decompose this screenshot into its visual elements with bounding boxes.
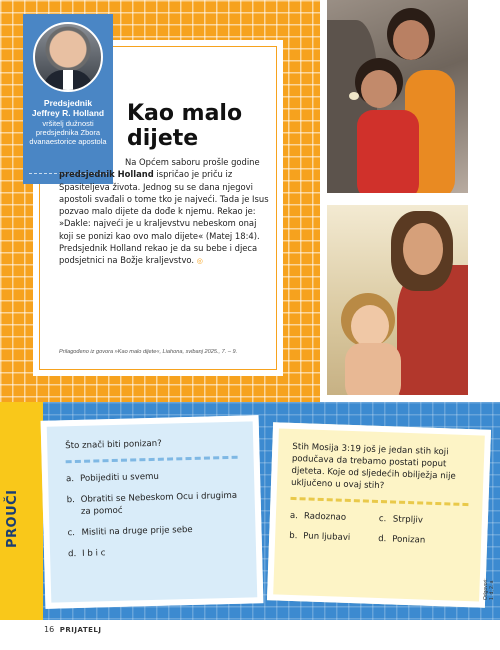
quiz1-option[interactable] [68, 544, 240, 560]
article-title: Kao malo dijete [127, 101, 243, 151]
portrait-shirt [63, 70, 73, 90]
option-text: Obratiti se Nebeskom Ocu i drugima za pomoć [80, 490, 238, 517]
option-text: Ponizan [391, 534, 426, 546]
jesus-face [403, 223, 443, 275]
section-tab-label: PROUČI [5, 489, 20, 548]
quiz2-question: Stih Mosija 3:19 još je jedan stih koji podučava da trebamo postati poput djeteta. Koje od sljedećih obilježja nije uključeno u ovaj stih? [290, 441, 456, 492]
author-name: Predsjednik Jeffrey R. Holland [31, 98, 105, 118]
quiz2-option[interactable] [290, 510, 379, 525]
magazine-name: PRIJATELJ [59, 626, 102, 634]
option-letter: c. [378, 514, 387, 525]
option-letter: c. [67, 528, 76, 539]
body-part1: Na Općem saboru prošle godine [125, 157, 260, 167]
bubble-wand [349, 92, 359, 100]
option-text: Radoznao [303, 511, 347, 523]
option-text: Misliti na druge prije sebe [81, 524, 193, 538]
option-letter: b. [289, 530, 298, 542]
option-text: Pun ljubavi [303, 531, 351, 544]
child-shirt-front [357, 110, 419, 193]
option-letter: b. [66, 495, 75, 506]
option-letter: d. [67, 548, 77, 560]
quiz1-option[interactable] [67, 490, 240, 518]
article-body [59, 156, 273, 268]
quiz1-divider [66, 456, 238, 464]
page-footer [44, 625, 101, 634]
option-text: Pobijediti u svemu [79, 471, 160, 484]
quiz1-option[interactable] [67, 523, 239, 539]
author-portrait [33, 22, 103, 92]
child-face [351, 305, 389, 347]
child-face-front [361, 70, 397, 108]
option-text: I b i c [81, 548, 106, 559]
quiz1-question: Što znači biti ponizan? [65, 438, 162, 452]
quiz2-options [289, 510, 468, 548]
author-role: vršitelj dužnosti predsjednika Zbora dvanaestorice apostola [29, 119, 107, 146]
option-letter: a. [289, 510, 299, 522]
option-text: Strpljiv [392, 514, 424, 526]
option-letter: d. [377, 533, 387, 545]
article-credit: Prilagođeno iz govora »Kao malo dijete«, Liahona, svibanj 2025., 7. – 9. [59, 349, 238, 355]
quiz2-option[interactable] [378, 533, 467, 548]
page-number: 16 [44, 625, 55, 634]
jesus-child-painting [327, 205, 468, 395]
quiz-card-1 [41, 415, 264, 609]
quiz2-option[interactable] [289, 530, 378, 545]
answer-key: Odgovori: 1. d; 2. a [483, 578, 495, 600]
body-part2: ispričao je priču iz Spasiteljeva života. Jednog su se dana njegovi apostoli svađali o tome tko je najveći. Tada je Isus pozvao malo dijete da dođe k njemu. Rekao je: »Dakle: najveći je u kraljevstvu nebeskom onaj koji se ponizi kao ovo malo dijete« (Matej 18:4). Predsjednik Holland rekao je da su bebe i djeca podsjetnici na Božje kraljevstvo. [59, 169, 269, 266]
quiz2-divider [290, 497, 468, 506]
girl-face-back [393, 20, 429, 60]
body-bold: predsjednik Holland [59, 169, 154, 180]
end-mark-icon: ◎ [196, 257, 203, 266]
option-letter: a. [65, 474, 75, 485]
quiz2-option[interactable] [379, 513, 468, 528]
child-body [345, 343, 401, 395]
quiz1-option[interactable] [66, 469, 238, 485]
quiz-card-2 [267, 422, 491, 607]
children-photo [327, 0, 468, 193]
